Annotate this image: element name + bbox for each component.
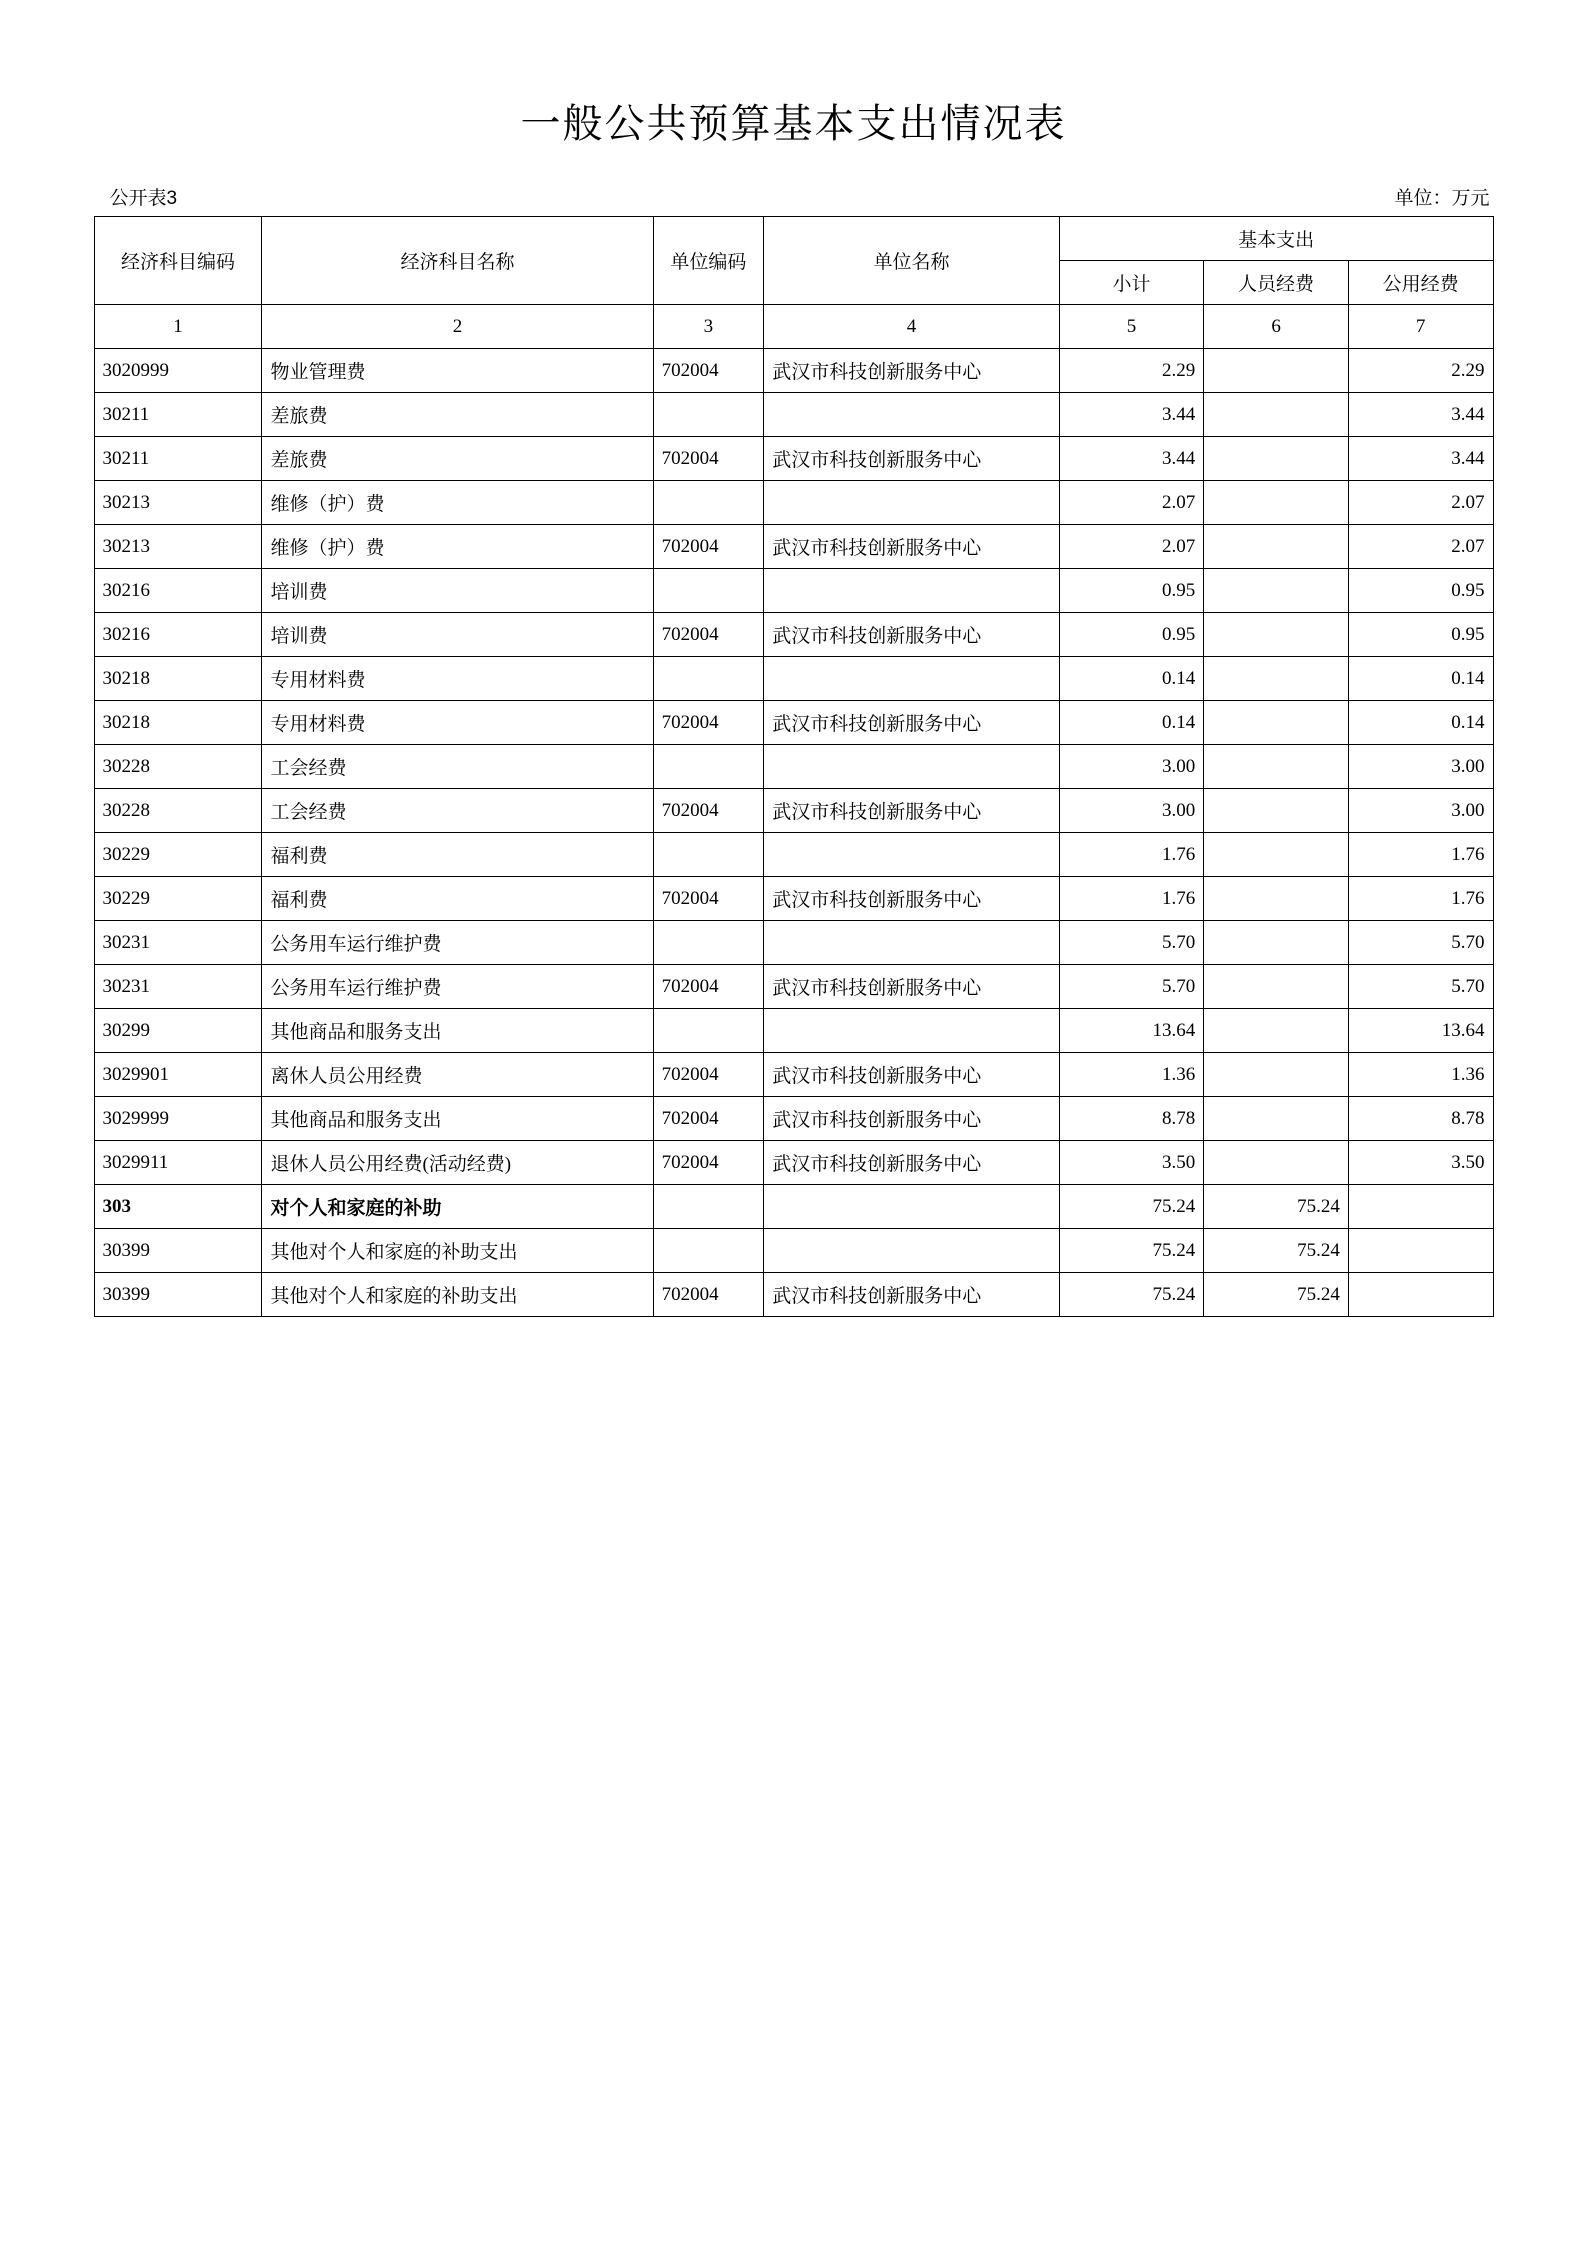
column-number-row: [94, 305, 1493, 349]
table-row: [94, 1097, 1493, 1141]
table-row: [94, 1273, 1493, 1317]
cell-public: 0.14: [1348, 657, 1493, 701]
cell-personnel: [1204, 437, 1349, 481]
cell-econ-name: 公务用车运行维护费: [262, 921, 653, 965]
col-number-6: 6: [1204, 305, 1349, 349]
table-row: [94, 349, 1493, 393]
cell-econ-name: 物业管理费: [262, 349, 653, 393]
table-row: [94, 1229, 1493, 1273]
cell-econ-name: 退休人员公用经费(活动经费): [262, 1141, 653, 1185]
cell-econ-name: 培训费: [262, 613, 653, 657]
cell-subtotal: 75.24: [1059, 1185, 1204, 1229]
budget-table: [94, 216, 1494, 1317]
cell-unit-name: 武汉市科技创新服务中心: [764, 877, 1060, 921]
cell-econ-name: 差旅费: [262, 393, 653, 437]
cell-unit-code: 702004: [653, 965, 764, 1009]
cell-unit-code: 702004: [653, 701, 764, 745]
table-row: [94, 613, 1493, 657]
cell-subtotal: 0.14: [1059, 701, 1204, 745]
table-row: [94, 393, 1493, 437]
cell-personnel: [1204, 349, 1349, 393]
cell-econ-code: 30231: [94, 965, 262, 1009]
cell-public: [1348, 1273, 1493, 1317]
cell-subtotal: 0.95: [1059, 613, 1204, 657]
table-row: [94, 525, 1493, 569]
cell-econ-name: 福利费: [262, 833, 653, 877]
cell-public: 0.95: [1348, 613, 1493, 657]
cell-public: 1.76: [1348, 877, 1493, 921]
cell-econ-code: 30228: [94, 789, 262, 833]
cell-personnel: [1204, 1053, 1349, 1097]
cell-unit-code: 702004: [653, 437, 764, 481]
cell-unit-code: 702004: [653, 877, 764, 921]
cell-personnel: [1204, 657, 1349, 701]
cell-unit-name: 武汉市科技创新服务中心: [764, 965, 1060, 1009]
cell-unit-name: 武汉市科技创新服务中心: [764, 1097, 1060, 1141]
cell-unit-name: 武汉市科技创新服务中心: [764, 349, 1060, 393]
table-row: [94, 701, 1493, 745]
table-row: [94, 481, 1493, 525]
cell-public: 2.29: [1348, 349, 1493, 393]
cell-econ-code: 3020999: [94, 349, 262, 393]
cell-econ-code: 30211: [94, 393, 262, 437]
cell-public: 3.00: [1348, 745, 1493, 789]
cell-econ-code: 3029999: [94, 1097, 262, 1141]
cell-public: 2.07: [1348, 525, 1493, 569]
cell-econ-code: 30229: [94, 877, 262, 921]
cell-subtotal: 5.70: [1059, 965, 1204, 1009]
cell-subtotal: 3.00: [1059, 789, 1204, 833]
cell-unit-name: 武汉市科技创新服务中心: [764, 613, 1060, 657]
col-number-1: 1: [94, 305, 262, 349]
col-number-5: 5: [1059, 305, 1204, 349]
cell-unit-name: [764, 1009, 1060, 1053]
cell-unit-code: 702004: [653, 613, 764, 657]
cell-public: 5.70: [1348, 921, 1493, 965]
cell-econ-code: 3029911: [94, 1141, 262, 1185]
cell-public: 8.78: [1348, 1097, 1493, 1141]
cell-subtotal: 2.07: [1059, 525, 1204, 569]
cell-unit-code: [653, 745, 764, 789]
header-unit-name: 单位名称: [764, 217, 1060, 305]
cell-unit-code: [653, 481, 764, 525]
cell-public: 3.44: [1348, 437, 1493, 481]
cell-personnel: [1204, 965, 1349, 1009]
cell-unit-code: [653, 657, 764, 701]
cell-unit-code: [653, 569, 764, 613]
cell-public: 1.76: [1348, 833, 1493, 877]
cell-subtotal: 2.29: [1059, 349, 1204, 393]
cell-subtotal: 1.76: [1059, 877, 1204, 921]
header-econ-code: 经济科目编码: [94, 217, 262, 305]
cell-personnel: [1204, 393, 1349, 437]
cell-unit-name: 武汉市科技创新服务中心: [764, 701, 1060, 745]
table-row: [94, 745, 1493, 789]
cell-econ-code: 30229: [94, 833, 262, 877]
cell-personnel: [1204, 789, 1349, 833]
cell-unit-name: [764, 921, 1060, 965]
cell-econ-code: 30399: [94, 1229, 262, 1273]
cell-unit-code: [653, 921, 764, 965]
cell-unit-code: [653, 393, 764, 437]
cell-personnel: [1204, 1097, 1349, 1141]
table-body: [94, 349, 1493, 1317]
cell-econ-name: 对个人和家庭的补助: [262, 1185, 653, 1229]
cell-econ-name: 差旅费: [262, 437, 653, 481]
cell-econ-name: 其他商品和服务支出: [262, 1097, 653, 1141]
cell-personnel: [1204, 701, 1349, 745]
cell-personnel: [1204, 1009, 1349, 1053]
col-number-4: 4: [764, 305, 1060, 349]
table-label: 公开表3: [109, 188, 178, 209]
table-row: [94, 1053, 1493, 1097]
cell-econ-code: 30231: [94, 921, 262, 965]
cell-econ-code: 30213: [94, 525, 262, 569]
cell-unit-name: [764, 1229, 1060, 1273]
table-row: [94, 569, 1493, 613]
cell-econ-name: 培训费: [262, 569, 653, 613]
cell-unit-code: 702004: [653, 789, 764, 833]
cell-personnel: [1204, 613, 1349, 657]
cell-unit-code: 702004: [653, 525, 764, 569]
cell-subtotal: 1.76: [1059, 833, 1204, 877]
cell-econ-name: 专用材料费: [262, 657, 653, 701]
cell-public: [1348, 1229, 1493, 1273]
cell-public: 13.64: [1348, 1009, 1493, 1053]
cell-unit-name: [764, 833, 1060, 877]
cell-subtotal: 8.78: [1059, 1097, 1204, 1141]
cell-econ-name: 其他对个人和家庭的补助支出: [262, 1229, 653, 1273]
cell-subtotal: 75.24: [1059, 1273, 1204, 1317]
cell-unit-code: [653, 833, 764, 877]
cell-econ-name: 维修（护）费: [262, 481, 653, 525]
cell-unit-code: 702004: [653, 1141, 764, 1185]
cell-unit-name: 武汉市科技创新服务中心: [764, 1053, 1060, 1097]
cell-econ-name: 工会经费: [262, 789, 653, 833]
cell-public: 0.14: [1348, 701, 1493, 745]
page-title: 一般公共预算基本支出情况表: [520, 101, 1067, 146]
cell-unit-name: 武汉市科技创新服务中心: [764, 789, 1060, 833]
cell-unit-name: [764, 393, 1060, 437]
cell-unit-code: 702004: [653, 1053, 764, 1097]
cell-unit-name: [764, 569, 1060, 613]
cell-unit-name: 武汉市科技创新服务中心: [764, 525, 1060, 569]
cell-econ-code: 30213: [94, 481, 262, 525]
cell-subtotal: 3.50: [1059, 1141, 1204, 1185]
cell-econ-code: 303: [94, 1185, 262, 1229]
table-row: [94, 657, 1493, 701]
cell-public: 5.70: [1348, 965, 1493, 1009]
cell-unit-name: 武汉市科技创新服务中心: [764, 437, 1060, 481]
cell-econ-name: 其他商品和服务支出: [262, 1009, 653, 1053]
cell-personnel: [1204, 481, 1349, 525]
header-public: 公用经费: [1348, 261, 1493, 305]
cell-unit-name: [764, 745, 1060, 789]
cell-subtotal: 5.70: [1059, 921, 1204, 965]
cell-subtotal: 3.44: [1059, 393, 1204, 437]
cell-subtotal: 2.07: [1059, 481, 1204, 525]
cell-econ-name: 离休人员公用经费: [262, 1053, 653, 1097]
cell-econ-code: 3029901: [94, 1053, 262, 1097]
cell-personnel: [1204, 921, 1349, 965]
table-row: [94, 1009, 1493, 1053]
cell-public: 3.50: [1348, 1141, 1493, 1185]
cell-public: 0.95: [1348, 569, 1493, 613]
cell-public: 2.07: [1348, 481, 1493, 525]
cell-subtotal: 0.95: [1059, 569, 1204, 613]
cell-econ-name: 公务用车运行维护费: [262, 965, 653, 1009]
col-number-7: 7: [1348, 305, 1493, 349]
cell-subtotal: 0.14: [1059, 657, 1204, 701]
table-row: [94, 1185, 1493, 1229]
cell-public: 3.44: [1348, 393, 1493, 437]
table-row: [94, 921, 1493, 965]
cell-personnel: 75.24: [1204, 1273, 1349, 1317]
cell-econ-name: 专用材料费: [262, 701, 653, 745]
table-row: [94, 1141, 1493, 1185]
cell-unit-code: [653, 1009, 764, 1053]
cell-econ-name: 维修（护）费: [262, 525, 653, 569]
table-row: [94, 965, 1493, 1009]
cell-unit-code: 702004: [653, 1273, 764, 1317]
cell-unit-code: 702004: [653, 349, 764, 393]
cell-subtotal: 13.64: [1059, 1009, 1204, 1053]
cell-unit-name: 武汉市科技创新服务中心: [764, 1141, 1060, 1185]
table-row: [94, 437, 1493, 481]
cell-econ-name: 工会经费: [262, 745, 653, 789]
header-unit-code: 单位编码: [653, 217, 764, 305]
cell-unit-code: [653, 1229, 764, 1273]
cell-econ-name: 福利费: [262, 877, 653, 921]
cell-public: [1348, 1185, 1493, 1229]
col-number-2: 2: [262, 305, 653, 349]
cell-public: 3.00: [1348, 789, 1493, 833]
header-econ-name: 经济科目名称: [262, 217, 653, 305]
table-meta: [94, 149, 1494, 210]
cell-personnel: [1204, 877, 1349, 921]
cell-unit-name: [764, 657, 1060, 701]
cell-subtotal: 3.44: [1059, 437, 1204, 481]
cell-econ-code: 30216: [94, 613, 262, 657]
cell-econ-code: 30218: [94, 701, 262, 745]
cell-personnel: [1204, 1141, 1349, 1185]
cell-personnel: [1204, 833, 1349, 877]
table-head: [94, 217, 1493, 349]
cell-econ-code: 30218: [94, 657, 262, 701]
cell-econ-code: 30399: [94, 1273, 262, 1317]
unit-label: 单位：万元: [1394, 188, 1490, 209]
cell-personnel: 75.24: [1204, 1229, 1349, 1273]
cell-personnel: [1204, 569, 1349, 613]
table-row: [94, 833, 1493, 877]
cell-unit-code: 702004: [653, 1097, 764, 1141]
cell-unit-code: [653, 1185, 764, 1229]
cell-personnel: [1204, 745, 1349, 789]
cell-subtotal: 75.24: [1059, 1229, 1204, 1273]
col-number-3: 3: [653, 305, 764, 349]
table-row: [94, 789, 1493, 833]
cell-personnel: 75.24: [1204, 1185, 1349, 1229]
table-row: [94, 877, 1493, 921]
cell-econ-name: 其他对个人和家庭的补助支出: [262, 1273, 653, 1317]
cell-econ-code: 30228: [94, 745, 262, 789]
header-subtotal: 小计: [1059, 261, 1204, 305]
cell-subtotal: 3.00: [1059, 745, 1204, 789]
cell-subtotal: 1.36: [1059, 1053, 1204, 1097]
cell-unit-name: 武汉市科技创新服务中心: [764, 1273, 1060, 1317]
header-personnel: 人员经费: [1204, 261, 1349, 305]
header-group-basic: 基本支出: [1059, 217, 1493, 261]
cell-econ-code: 30211: [94, 437, 262, 481]
cell-unit-name: [764, 481, 1060, 525]
cell-econ-code: 30299: [94, 1009, 262, 1053]
cell-personnel: [1204, 525, 1349, 569]
cell-unit-name: [764, 1185, 1060, 1229]
cell-econ-code: 30216: [94, 569, 262, 613]
cell-public: 1.36: [1348, 1053, 1493, 1097]
